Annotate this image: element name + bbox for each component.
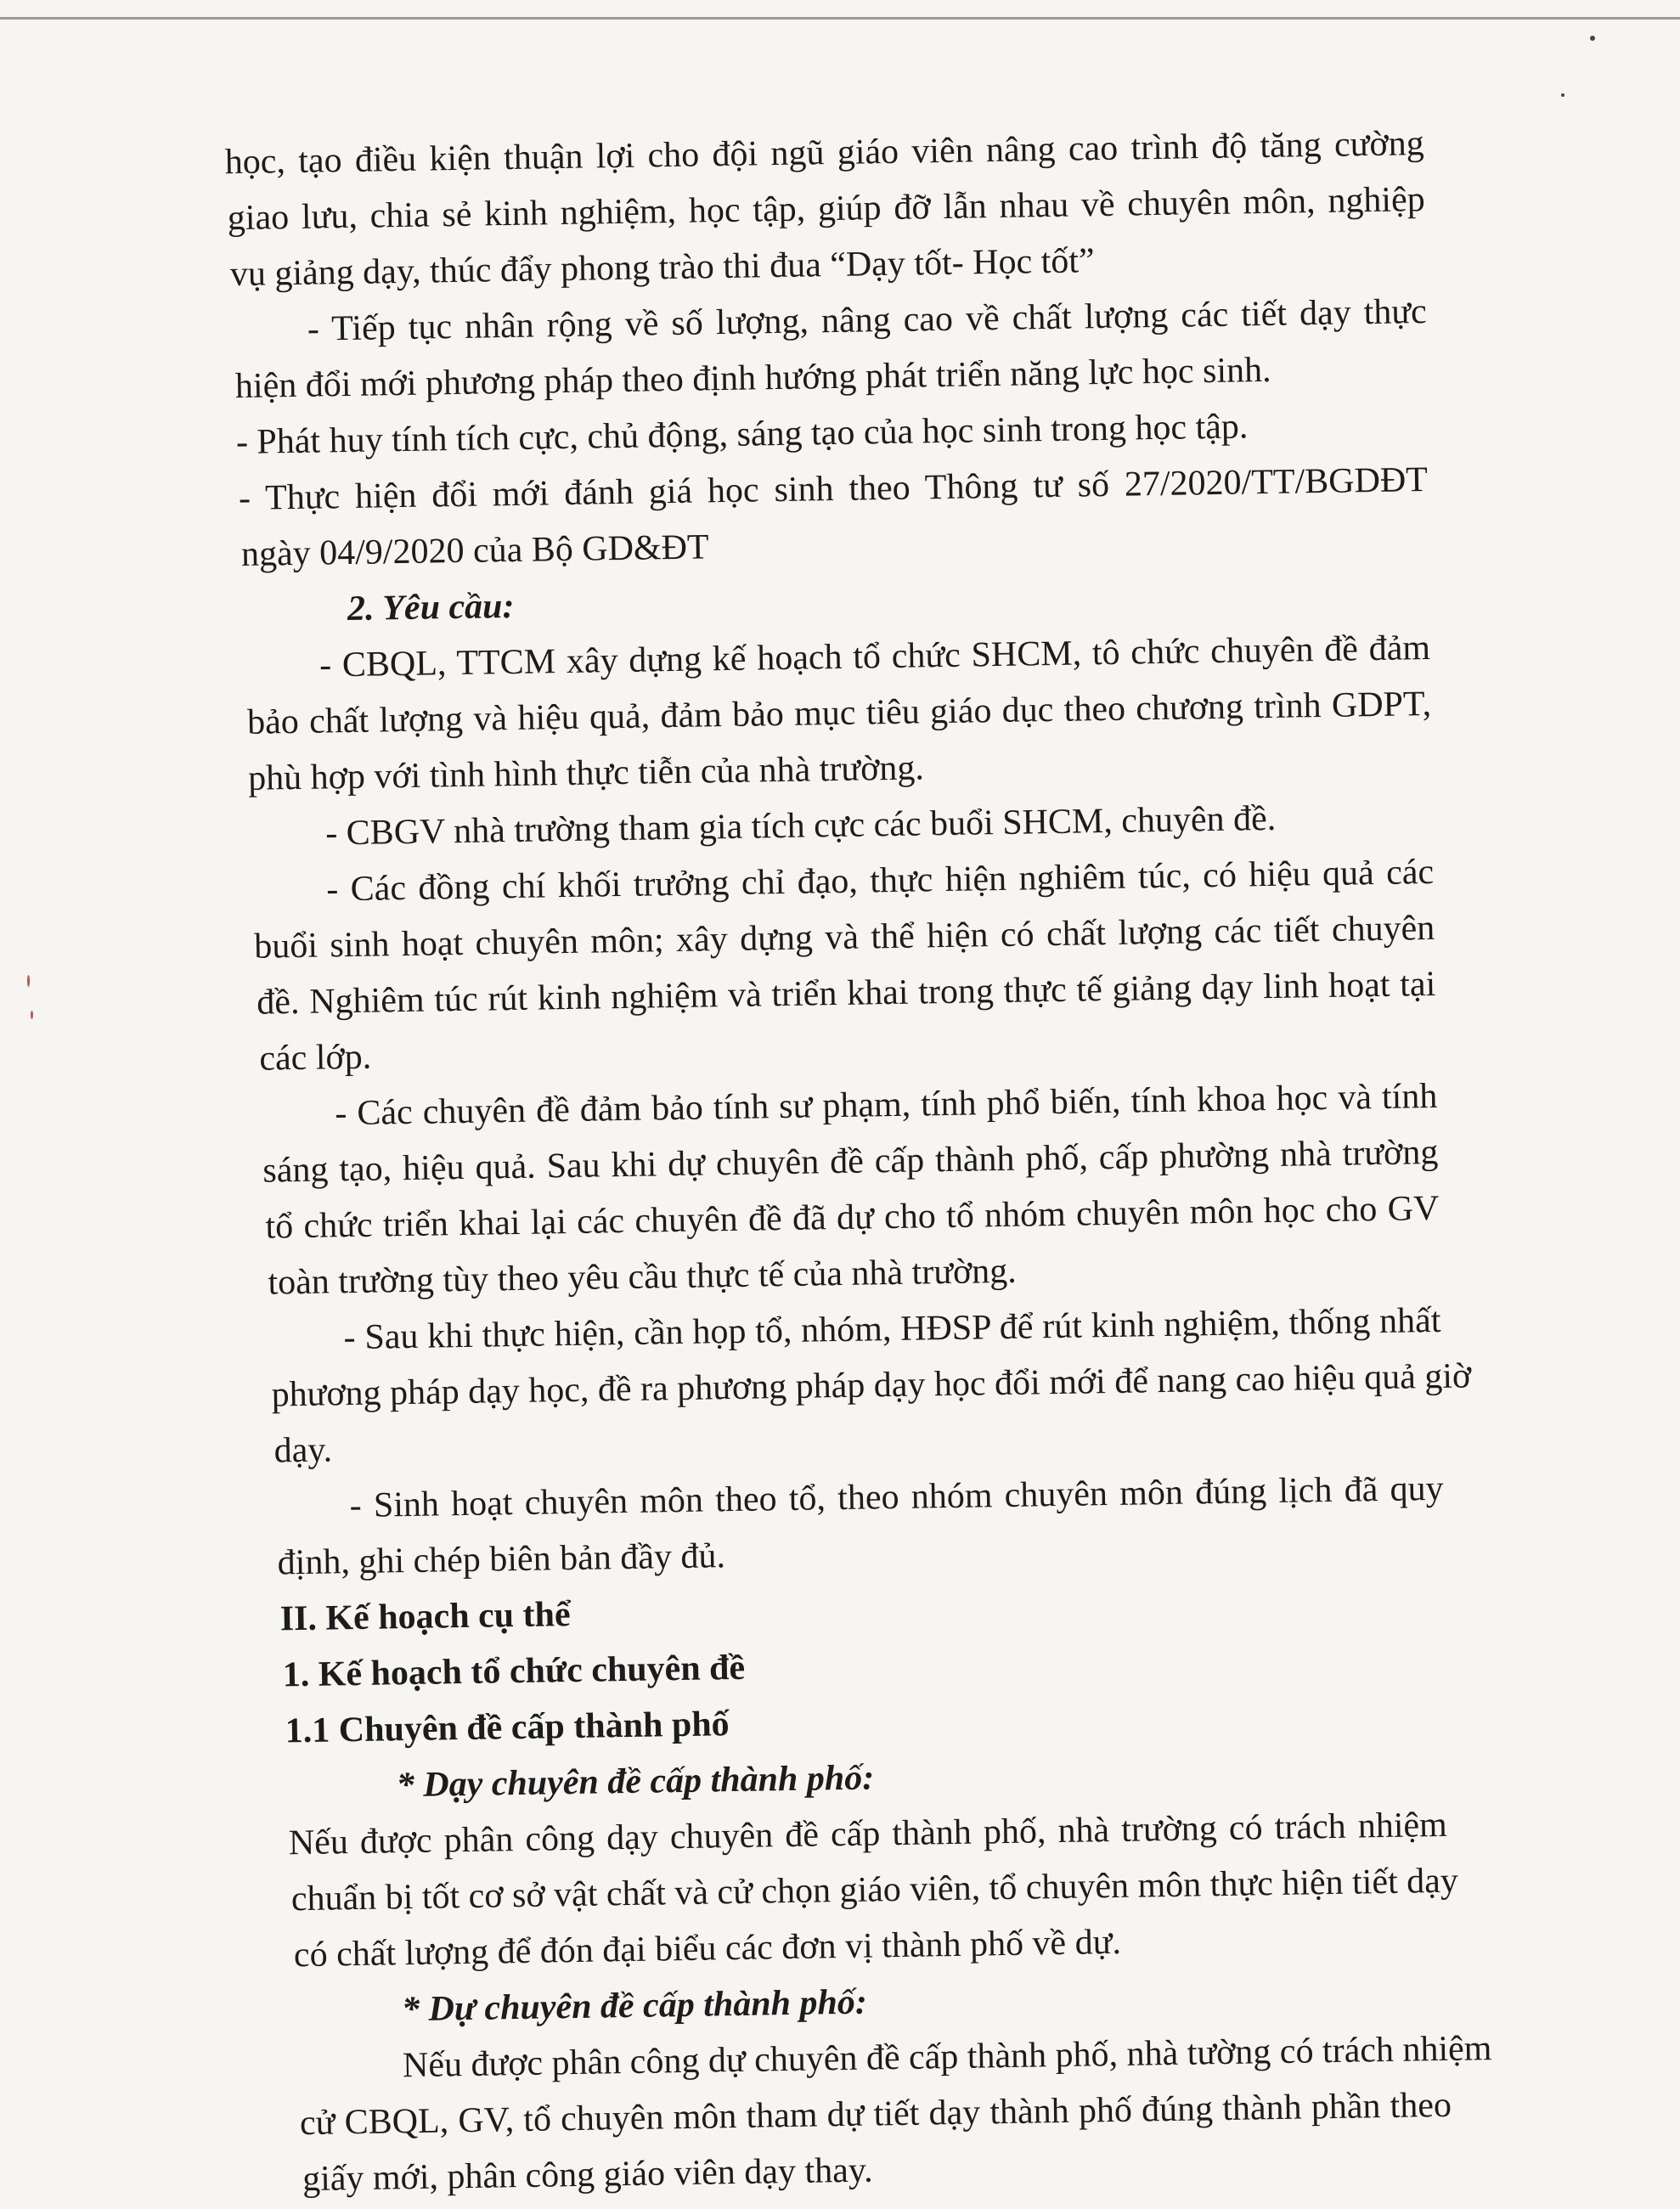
body-line: giấy mới, phân công giáo viên dạy thay. — [302, 2150, 873, 2200]
body-line: sáng tạo, hiệu quả. Sau khi dự chuyên đề cấp thành phố, cấp phường nhà trường — [262, 1132, 1439, 1191]
body-line: bảo chất lượng và hiệu quả, đảm bảo mục tiêu giáo dục theo chương trình GDPT, — [246, 684, 1432, 742]
body-line: đề. Nghiêm túc rút kinh nghiệm và triển khai trong thực tế giảng dạy linh hoạt tại — [256, 964, 1436, 1023]
section-heading: 2. Yêu cầu: — [347, 586, 515, 629]
bullet-line: - Thực hiện đổi mới đánh giá học sinh theo Thông tư số 27/2020/TT/BGDĐT — [238, 460, 1429, 519]
body-line: buổi sinh hoạt chuyên môn; xây dựng và thể hiện có chất lượng các tiết chuyên — [253, 908, 1435, 966]
bullet-line: - Sau khi thực hiện, cần họp tổ, nhóm, HĐSP để rút kinh nghiệm, thống nhất — [343, 1300, 1441, 1358]
body-line: học, tạo điều kiện thuận lợi cho đội ngũ giáo viên nâng cao trình độ tăng cường — [224, 124, 1424, 183]
bullet-line: - Các đồng chí khối trưởng chỉ đạo, thực hiện nghiêm túc, có hiệu quả các — [325, 852, 1435, 910]
body-line: phù hợp với tình hình thực tiễn của nhà trường. — [247, 748, 925, 798]
body-line: tổ chức triển khai lại các chuyên đề đã dự cho tổ nhóm chuyên môn học cho GV — [265, 1188, 1440, 1247]
body-line: định, ghi chép biên bản đầy đủ. — [277, 1536, 726, 1583]
body-line: hiện đổi mới phương pháp theo định hướng phát triển năng lực học sinh. — [234, 350, 1271, 407]
bullet-line: - Các chuyên đề đảm bảo tính sư phạm, tính phổ biến, tính khoa học và tính — [335, 1076, 1438, 1134]
body-line: cử CBQL, GV, tổ chuyên môn tham dự tiết dạy thành phố đúng thành phần theo — [299, 2085, 1452, 2144]
body-line: giao lưu, chia sẻ kinh nghiệm, học tập, giúp đỡ lẫn nhau về chuyên môn, nghiệp — [227, 180, 1426, 239]
body-line: có chất lượng để đón đại biểu các đơn vị thành phố về dự. — [293, 1922, 1122, 1975]
body-line: phương pháp dạy học, đề ra phương pháp dạy học đổi mới để nang cao hiệu quả giờ — [271, 1356, 1472, 1415]
bullet-line: - CBGV nhà trường tham gia tích cực các buổi SHCM, chuyên đề. — [324, 798, 1277, 854]
section-heading: II. Kế hoạch cụ thể — [279, 1595, 571, 1639]
body-line: Nếu được phân công dạy chuyên đề cấp thành phố, nhà trường có trách nhiệm — [288, 1805, 1448, 1863]
bullet-line: - CBQL, TTCM xây dựng kế hoạch tổ chức SHCM, tô chức chuyên đề đảm — [319, 628, 1431, 685]
item-heading: * Dạy chuyên đề cấp thành phố: — [396, 1758, 875, 1806]
subsection-heading: 1.1 Chuyên đề cấp thành phố — [285, 1705, 730, 1751]
bullet-line: - Sinh hoạt chuyên môn theo tổ, theo nhóm chuyên môn đúng lịch đã quy — [349, 1468, 1444, 1526]
body-line: các lớp. — [259, 1037, 372, 1079]
body-line: toàn trường tùy theo yêu cầu thực tế của nhà trường. — [268, 1251, 1018, 1303]
bullet-line: - Tiếp tục nhân rộng về số lượng, nâng cao về chất lượng các tiết dạy thực — [307, 292, 1428, 349]
body-line: chuẩn bị tốt cơ sở vật chất và cử chọn giáo viên, tổ chuyên môn thực hiện tiết dạy — [290, 1861, 1459, 1919]
item-heading: * Dự chuyên đề cấp thành phố: — [401, 1982, 868, 2030]
subsection-heading: 1. Kế hoạch tổ chức chuyên đề — [282, 1648, 746, 1695]
bullet-line: - Phát huy tính tích cực, chủ động, sáng tạo của học sinh trong học tập. — [235, 407, 1249, 463]
body-line: ngày 04/9/2020 của Bộ GD&ĐT — [240, 527, 709, 574]
body-line: Nếu được phân công dự chuyên đề cấp thành phố, nhà tường có trách nhiệm — [402, 2029, 1492, 2086]
body-line: dạy. — [273, 1430, 333, 1471]
body-line: vụ giảng dạy, thúc đẩy phong trào thi đua “Dạy tốt- Học tốt” — [229, 241, 1095, 295]
